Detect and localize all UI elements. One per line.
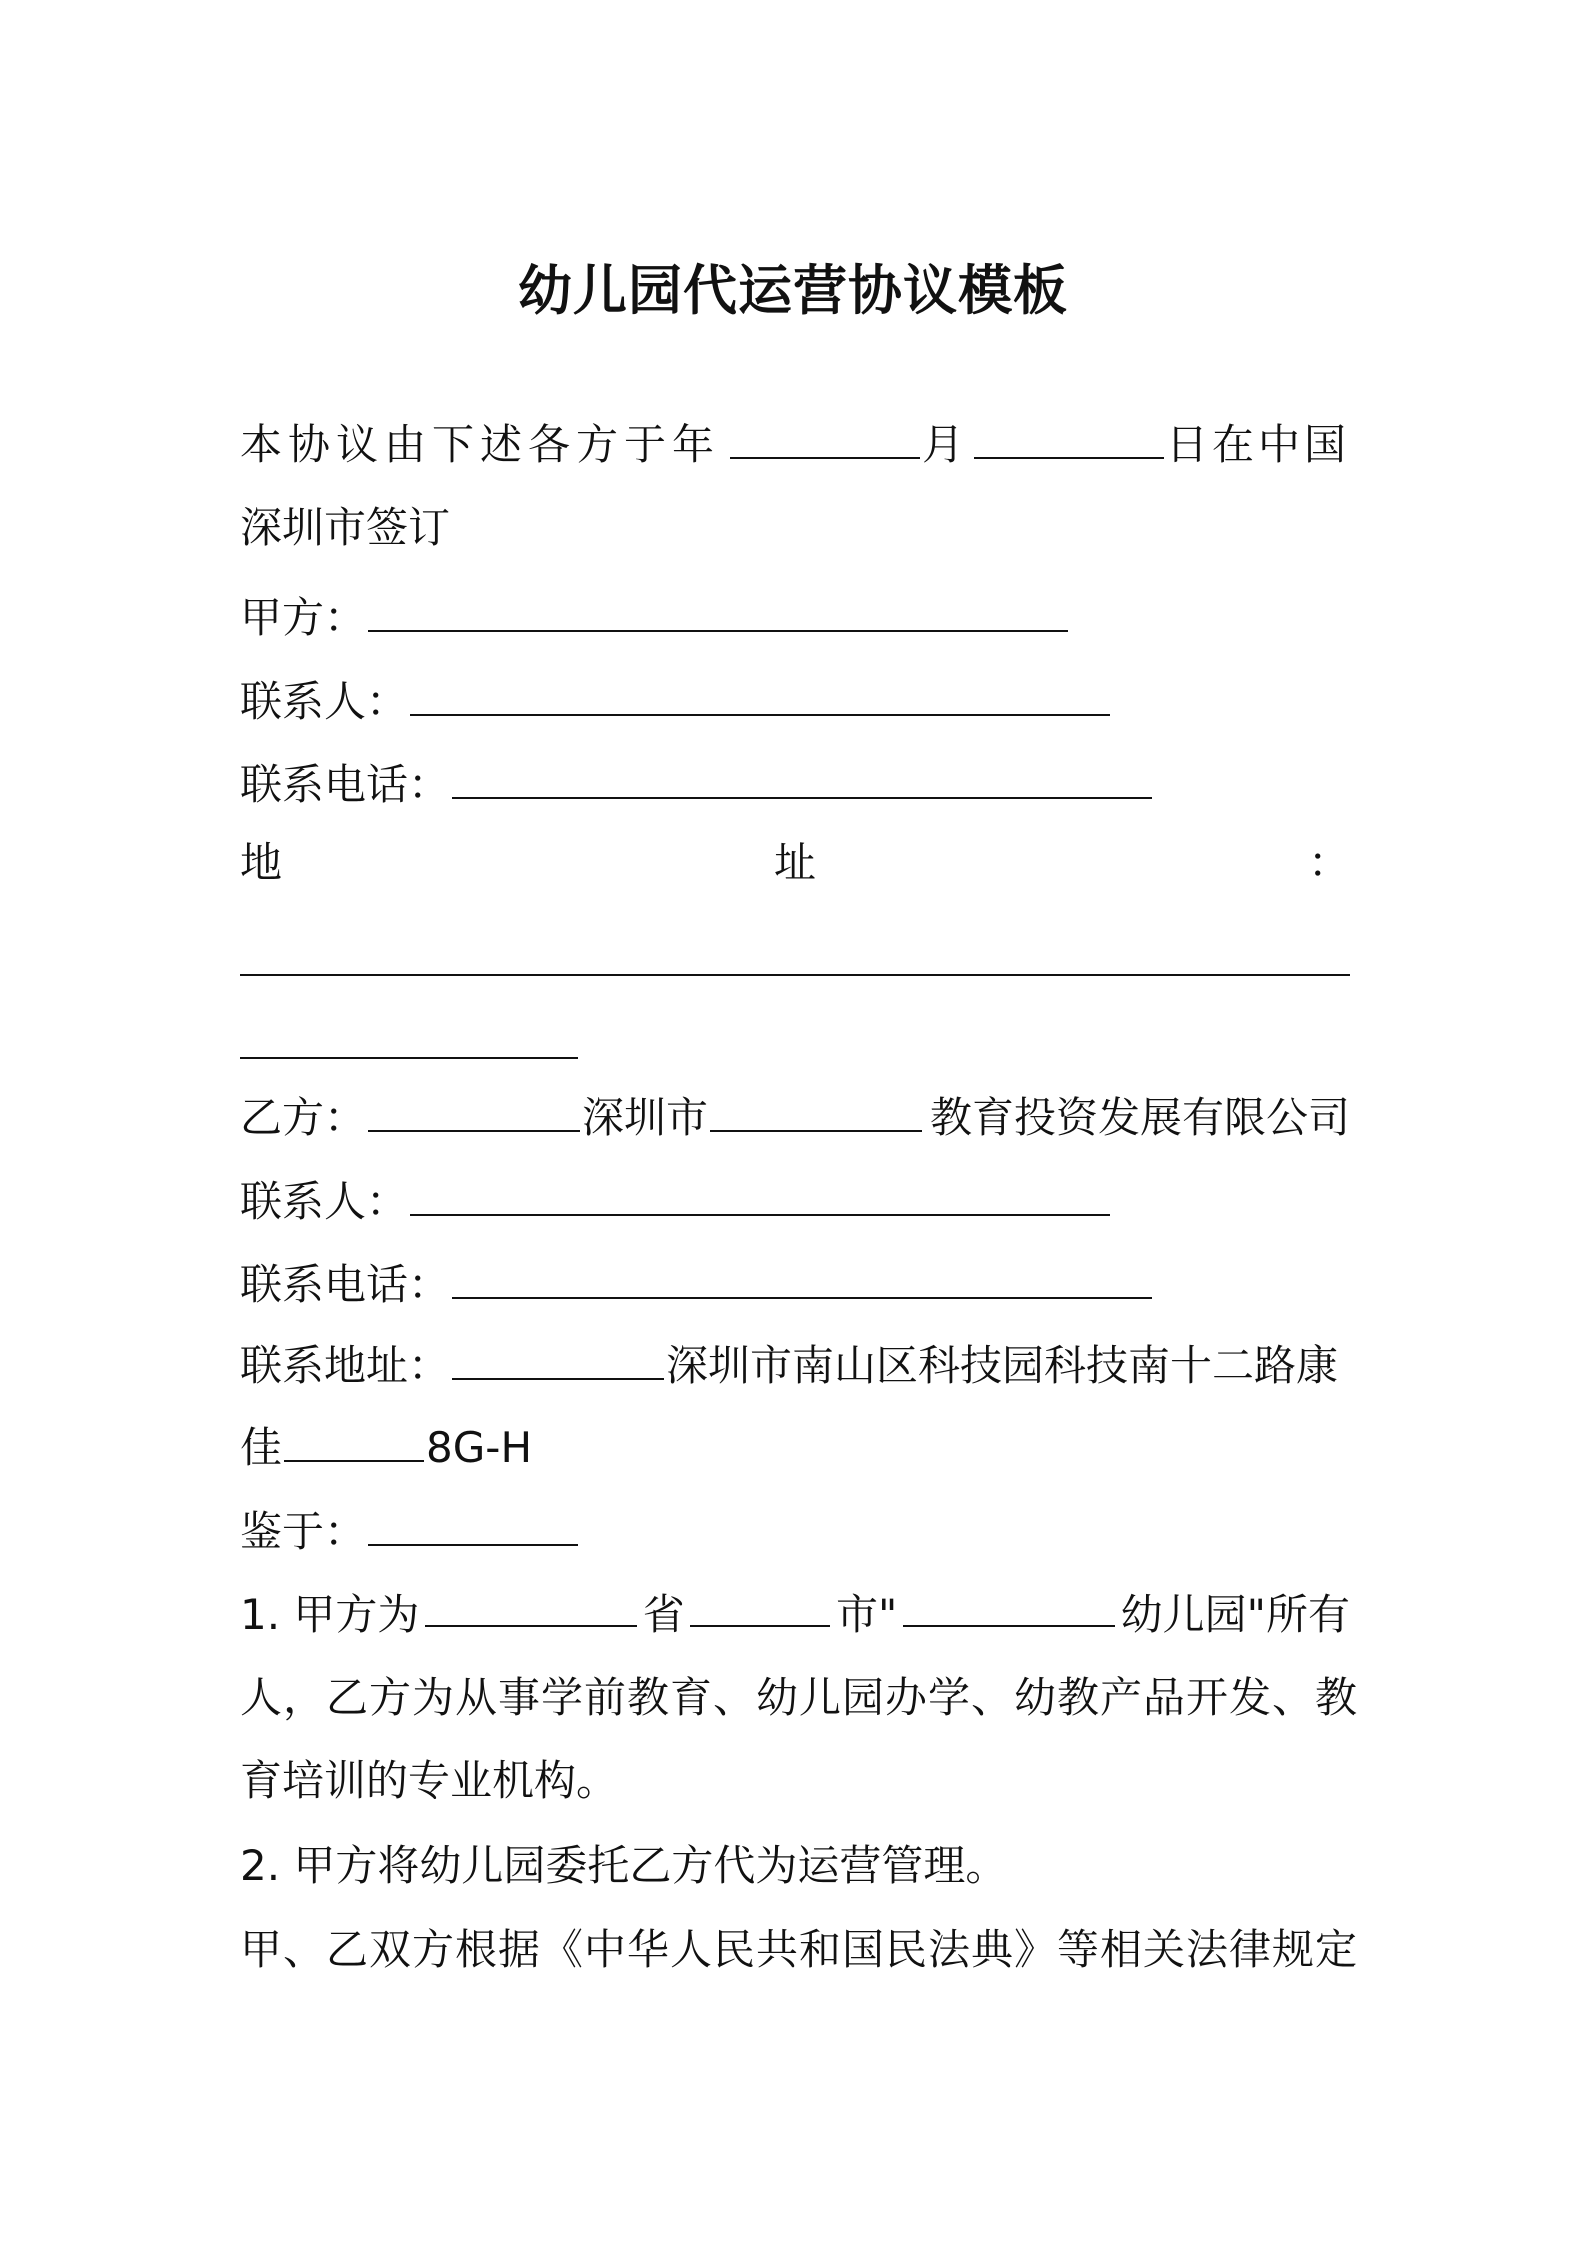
party-b-contact-label: 联系人：	[240, 1177, 409, 1226]
party-b-address-cont-line	[240, 1418, 1350, 1478]
party-b-address-end: 8G-H	[426, 1423, 533, 1472]
clause-1-line-1	[240, 1585, 1350, 1645]
party-a-contact-label: 联系人：	[240, 677, 409, 726]
party-a-phone-blank[interactable]	[452, 757, 1152, 799]
intro-line-2: 深圳市签订	[240, 503, 451, 552]
whereas-line	[240, 1502, 1350, 1562]
clause-1-line-2: 人，乙方为从事学前教育、幼儿园办学、幼教产品开发、教	[240, 1673, 1359, 1722]
intro-date-segment	[728, 415, 964, 475]
whereas-blank[interactable]	[368, 1504, 578, 1546]
party-b-contact-line	[240, 1172, 1350, 1232]
party-a-address-line	[240, 833, 1350, 893]
party-a-contact-blank[interactable]	[410, 674, 1110, 716]
clause-1-line-3: 育培训的专业机构。	[240, 1756, 619, 1805]
party-a-address-colon: ：	[1307, 838, 1350, 887]
clause-1-text-2: 省	[642, 1590, 685, 1639]
party-b-line	[240, 1088, 1350, 1148]
party-b-address-text: 深圳市南山区科技园科技南十二路康	[666, 1341, 1339, 1390]
clause-1-province-blank[interactable]	[425, 1585, 637, 1627]
party-a-blank[interactable]	[368, 590, 1068, 632]
party-b-phone-blank[interactable]	[452, 1257, 1152, 1299]
party-b-blank-1[interactable]	[368, 1090, 580, 1132]
party-a-label: 甲方：	[240, 593, 367, 642]
clause-1-text-1: 1. 甲方为	[240, 1590, 420, 1639]
clause-1-city-blank[interactable]	[690, 1585, 830, 1627]
party-b-address-blank[interactable]	[452, 1338, 664, 1380]
party-b-address-cont: 佳	[240, 1423, 283, 1472]
clause-2-line: 2. 甲方将幼儿园委托乙方代为运营管理。	[240, 1841, 1008, 1890]
party-b-label-segment	[240, 1088, 924, 1148]
closing-line: 甲、乙双方根据《中华人民共和国民法典》等相关法律规定	[240, 1925, 1359, 1974]
party-b-address-blank-2[interactable]	[284, 1420, 424, 1462]
party-b-blank-2[interactable]	[710, 1090, 922, 1132]
month-blank[interactable]	[974, 417, 1164, 459]
party-b-company: 教育投资发展有限公司	[929, 1093, 1350, 1142]
party-b-phone-line	[240, 1255, 1350, 1315]
party-a-line	[240, 588, 1350, 648]
clause-1-text-4: 幼儿园"所有	[1120, 1590, 1350, 1639]
party-b-address-line	[240, 1336, 1350, 1396]
party-a-phone-label: 联系电话：	[240, 760, 451, 809]
intro-text-2: 月	[921, 420, 964, 469]
party-a-address-blank-1[interactable]	[240, 974, 1350, 976]
party-b-city: 深圳市	[582, 1093, 709, 1142]
party-a-phone-line	[240, 755, 1350, 815]
intro-day-segment	[972, 415, 1350, 475]
party-b-phone-label: 联系电话：	[240, 1260, 451, 1309]
intro-text-1: 本协议由下述各方于年	[240, 420, 721, 469]
party-a-address-char-1: 地	[240, 838, 283, 887]
year-blank[interactable]	[730, 417, 920, 459]
intro-line-1	[240, 415, 1350, 475]
party-a-address-blank-2[interactable]	[240, 1057, 578, 1059]
clause-1-kindergarten-blank[interactable]	[903, 1585, 1115, 1627]
party-a-contact-line	[240, 672, 1350, 732]
intro-text-3: 日在中国	[1165, 420, 1350, 469]
whereas-label: 鉴于：	[240, 1507, 367, 1556]
party-b-address-label: 联系地址：	[240, 1341, 451, 1390]
party-b-contact-blank[interactable]	[410, 1174, 1110, 1216]
party-b-label: 乙方：	[240, 1093, 367, 1142]
document-title: 幼儿园代运营协议模板	[518, 259, 1068, 322]
party-a-address-char-2: 址	[773, 838, 816, 887]
clause-1-text-3: 市"	[836, 1590, 898, 1639]
